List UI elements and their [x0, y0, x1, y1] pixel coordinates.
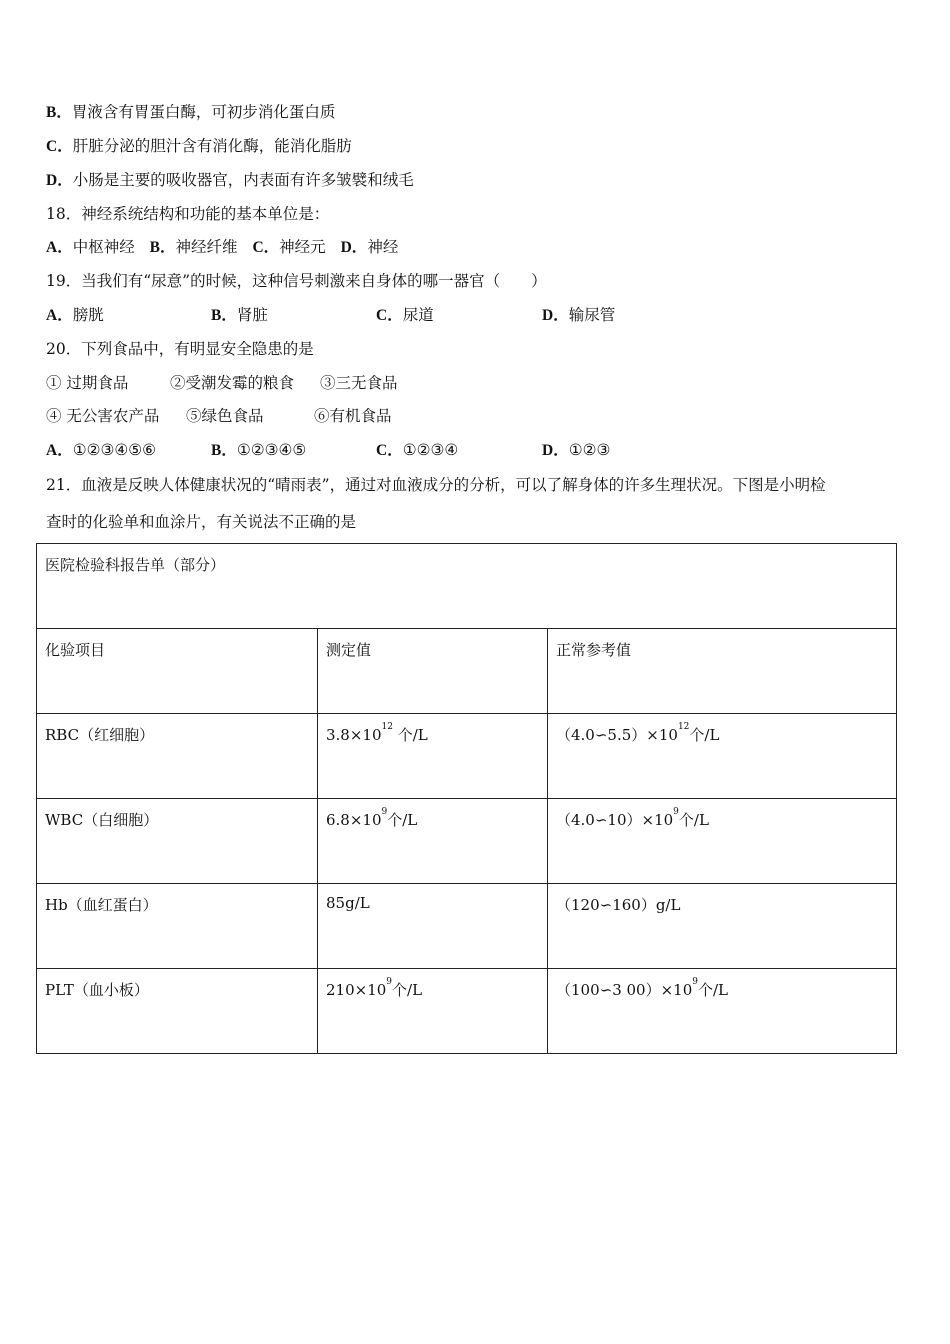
header-item: 化验项目: [37, 629, 318, 714]
q18-option-c: 神经元: [279, 238, 326, 256]
q18-option-b: 神经纤维: [175, 238, 238, 256]
q18-option-d: 神经: [367, 238, 399, 256]
q21-stem-line2: 查时的化验单和血涂片，有关说法不正确的是: [46, 513, 357, 531]
q20-stem: 20．下列食品中，有明显安全隐患的是: [46, 340, 314, 358]
header-value: 测定值: [318, 629, 548, 714]
row-value: $6.8\times 10^9$个/L: [318, 799, 548, 884]
q20-option-b: B．①②③④⑤: [211, 441, 307, 459]
q19-option-a: A．膀胱: [46, 306, 104, 324]
q19-stem: 19．当我们有“尿意”的时候，这种信号刺激来自身体的哪一器官（ ）: [46, 272, 547, 290]
table-row: [37, 969, 897, 1054]
q19-option-d: D．输尿管: [542, 306, 616, 324]
q21-stem-line1: 21．血液是反映人体健康状况的“晴雨表”，通过对血液成分的分析，可以了解身体的许多生理状况。下图是小明检: [46, 476, 826, 494]
row-reference: $(4.0∽5.5)\times 10^{12}$个/L: [548, 714, 897, 799]
row-value: $3.8\times 10^{12}$ 个/L: [318, 714, 548, 799]
q18-stem: 18．神经系统结构和功能的基本单位是：: [46, 205, 330, 223]
row-reference: （120∽160）g/L: [548, 884, 897, 969]
row-item: PLT（血小板）: [37, 969, 318, 1054]
q20-option-d: D．①②③: [542, 441, 611, 459]
q19-option-b: B．肾脏: [211, 306, 268, 324]
row-value: $210\times 10^9$个/L: [318, 969, 548, 1054]
q20-option-a: A．①②③④⑤⑥: [46, 441, 157, 459]
row-item: WBC（白细胞）: [37, 799, 318, 884]
q18-option-a: 中枢神经: [72, 238, 135, 256]
report-title: 医院检验科报告单（部分）: [37, 544, 897, 629]
q17-option-b: B．胃液含有胃蛋白酶，可初步消化蛋白质: [46, 103, 336, 121]
table-row: [37, 799, 897, 884]
table-row: [37, 884, 897, 969]
q18-options: A．中枢神经 B．神经纤维 C．神经元 D．神经: [46, 238, 399, 256]
q19-option-c: C．尿道: [376, 306, 434, 324]
row-item: Hb（血红蛋白）: [37, 884, 318, 969]
q17-option-c: C．肝脏分泌的胆汁含有消化酶，能消化脂肪: [46, 137, 352, 155]
report-title-row: [37, 544, 897, 629]
q17-option-d: D．小肠是主要的吸收器官，内表面有许多皱襞和绒毛: [46, 171, 414, 189]
table-row: [37, 714, 897, 799]
lab-report-table: [36, 543, 897, 1054]
row-reference: $(4.0∽10)\times 10^9$个/L: [548, 799, 897, 884]
report-header-row: [37, 629, 897, 714]
row-item: RBC（红细胞）: [37, 714, 318, 799]
q20-option-c: C．①②③④: [376, 441, 459, 459]
row-reference: （100∽3 $00)\times 10^9$个/L: [548, 969, 897, 1054]
row-value: 85g/L: [318, 884, 548, 969]
header-reference: 正常参考值: [548, 629, 897, 714]
